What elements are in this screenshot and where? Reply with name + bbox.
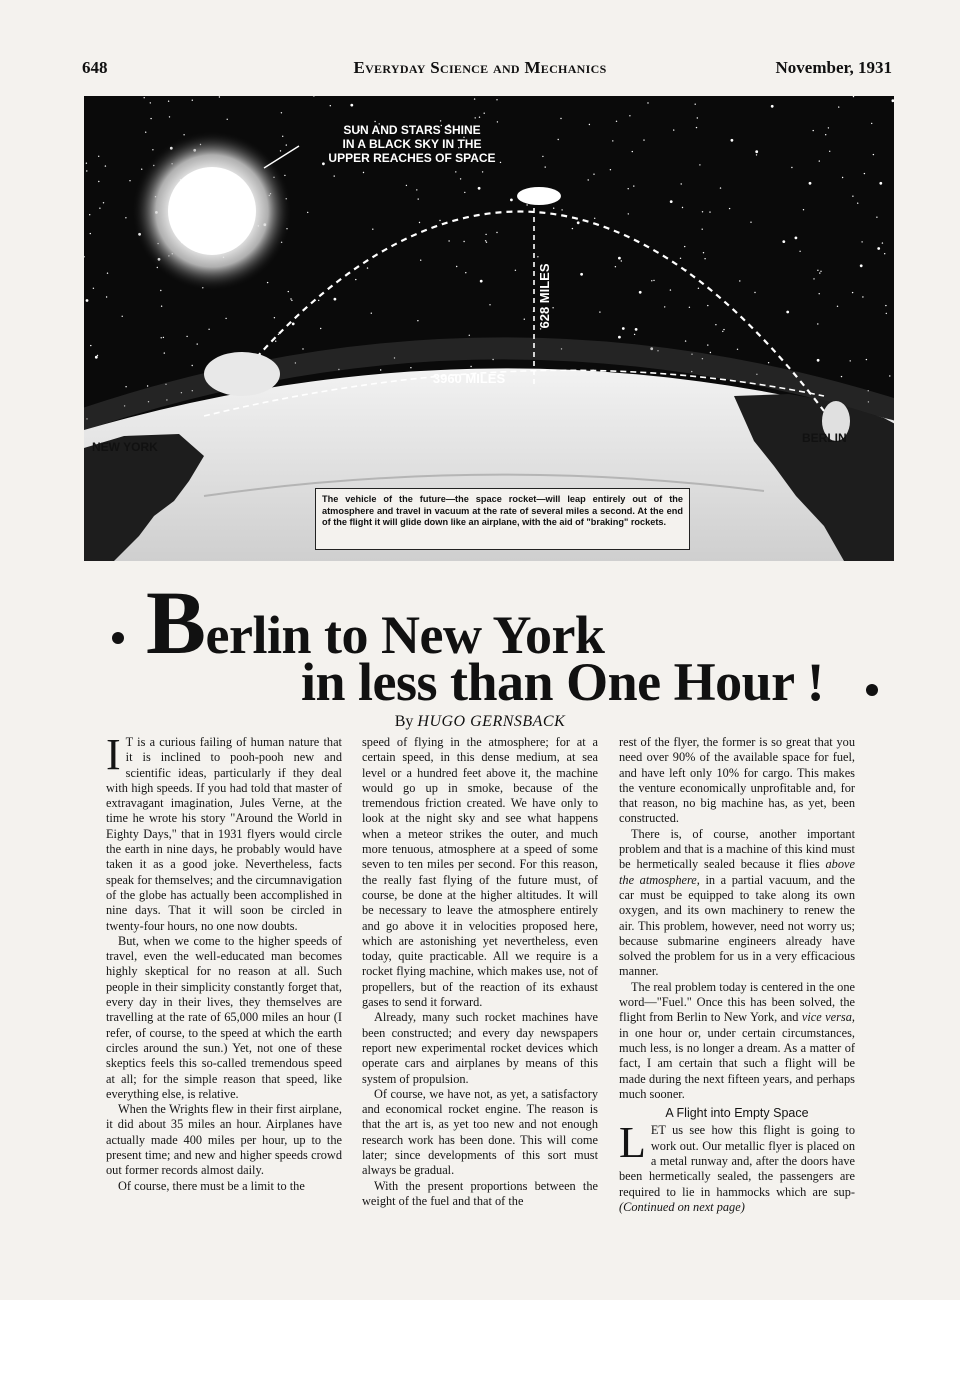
paragraph: The real problem today is centered in the one word—"Fuel." Once this has been solved, the flight from Berlin to New York, and vice versa, in one hour or, under certain circumstances, much less, is no longer a dream. As a matter of fact, I am certain that such a flight will be made during the next fifteen years, and perhaps much sooner. [619,979,855,1101]
star [161,337,162,338]
author-name: HUGO GERNSBACK [417,713,566,730]
star [599,311,600,312]
star [696,127,697,128]
star [852,292,853,293]
star [819,272,820,273]
star [515,270,516,271]
star [756,154,757,155]
star [886,313,887,314]
star [618,336,621,339]
star [873,154,874,155]
star [723,329,724,330]
star [150,118,151,119]
star [160,290,161,291]
star [169,116,170,117]
star [161,306,162,307]
star [456,266,457,267]
star [803,209,804,210]
article-title-line2: in less than One Hour ! [301,652,825,712]
star [651,280,652,281]
star [589,124,590,125]
paragraph: I T is a curious failing of human nature that it is inclined to pooh-pooh new and scientific ideas, particularly if they deal with high speeds. If you had told that master of extravagant imagination, Jules Verne, at the time he wrote his story "Around the World in Eighty Days," that in 1931 flyers would circle the earth in nine days, he probably would have taken it as a good joke. Nevertheless, facts speak for themselves; and the circumnavigation of the globe has actually been accomplished in nine days. That it will soon be circled in twenty-four hours, no one now doubts. [106,735,342,933]
continued-note: (Continued on next page) [619,1199,745,1214]
star [95,356,98,359]
star [542,156,543,157]
star [363,172,364,173]
star [208,329,209,330]
star [553,208,554,209]
altitude-label: 628 MILES [537,263,552,329]
star [817,359,820,362]
star [622,327,625,330]
star [418,198,419,199]
star [460,178,461,179]
star [455,171,456,172]
star [635,328,638,331]
star [292,323,295,326]
star [86,299,89,302]
drop-cap: I [106,735,121,779]
star [122,316,123,317]
star [286,144,287,145]
star [882,242,883,243]
star [681,183,682,184]
star [862,296,863,297]
star [628,213,629,214]
star [320,328,321,329]
star [817,270,818,271]
star [144,97,145,98]
star [474,98,475,99]
star [771,105,774,108]
star [281,112,282,113]
star [192,365,193,366]
star [685,340,686,341]
text-column-3 [619,735,855,1261]
star [420,260,421,261]
star [720,187,721,188]
star [410,367,411,368]
star [710,352,711,353]
paragraph: There is, of course, another important problem and that is a machine of this kind must be hermetically sealed because it flies above the atmosphere, in a partial vacuum, and the car must be equipped to take along its own oxygen, and its own machinery to renew the air. This problem, however, need not worry us; because submarine engineers already have solved the problem for us in a very efficacious manner. [619,826,855,979]
star [768,362,769,363]
star [482,171,483,172]
star [799,251,800,252]
star [419,222,420,223]
star [809,182,812,185]
star [819,160,820,161]
star [813,130,814,131]
star [380,369,381,370]
star [558,139,559,140]
star [819,293,820,294]
star [871,123,872,124]
star [629,115,630,116]
text-column-1 [106,735,342,1261]
star [697,117,698,118]
star [866,359,867,360]
star [632,151,633,152]
star [524,319,525,320]
star [791,167,792,168]
star [440,120,441,121]
star [864,173,865,174]
star [288,291,289,292]
star [475,117,476,118]
star [695,104,696,105]
star [621,260,622,261]
star [860,264,863,267]
star [152,149,153,150]
star [330,105,331,106]
star [754,292,755,293]
star [290,298,291,299]
star [479,117,480,118]
star [837,306,838,307]
star [227,119,228,120]
star [372,229,373,230]
star [670,289,671,290]
paragraph: When the Wrights flew in their first airplane, it did about 35 miles an hour. Airplanes have actually made 400 miles per hour, up to the present time; and new and higher speeds crowd out former records almost daily. [106,1102,342,1178]
star [795,237,798,240]
star [147,385,148,386]
star [125,217,126,218]
star [782,240,785,243]
star [612,140,613,141]
star [291,300,292,301]
star [560,118,561,119]
star [689,307,690,308]
star [838,106,839,107]
rocket [517,187,561,205]
star [879,182,882,185]
sun-disc [168,167,256,255]
star [731,139,734,142]
star [877,247,880,250]
star [282,136,283,137]
star [786,311,789,314]
star [278,334,279,335]
star [406,185,407,186]
star [545,166,546,167]
star [739,280,740,281]
star [274,317,275,318]
star [90,233,91,234]
star [876,217,877,218]
star [841,376,842,377]
star [580,273,583,276]
star [615,266,616,267]
star [478,187,481,190]
star [829,151,830,152]
star [489,304,490,305]
star [334,298,337,301]
star [755,150,758,153]
star [828,127,829,128]
star [664,306,665,307]
star [670,200,673,203]
star [89,214,90,215]
star [737,349,738,350]
star [183,134,184,135]
city-berlin: BERLIN [802,431,847,445]
star [371,313,372,314]
star [105,165,106,166]
star [103,202,104,203]
title-initial: B [146,574,206,673]
star [825,134,826,135]
star [561,209,562,210]
byline-prefix: By [394,713,414,730]
issue-date: November, 1931 [775,58,892,77]
star [885,305,886,306]
star [699,164,700,165]
star [616,121,617,122]
star [219,96,220,97]
star [673,129,674,130]
star [852,196,853,197]
star [750,222,751,223]
star [526,204,527,205]
star [653,280,654,281]
star [709,211,710,212]
title-bullet-right [866,684,878,696]
paragraph: Of course, we have not, as yet, a satisfactory and economical rocket engine. The reason is that the art is, as yet too new and not enough research work has been done. This will come later; since developments of this sort must always be gradual. [362,1086,598,1178]
star [884,253,885,254]
star [497,121,498,122]
star [164,352,165,353]
star [857,203,858,204]
star [86,163,87,164]
star [486,242,487,243]
star [684,246,685,247]
sky-label-line1: SUN AND STARS SHINE [343,123,481,137]
star [107,273,108,274]
star [90,345,91,346]
star [485,234,486,235]
star [448,240,449,241]
star [275,341,276,342]
sky-label-line2: IN A BLACK SKY IN THE [342,137,482,151]
star [307,212,308,213]
star [125,386,126,387]
star [715,324,716,325]
star [480,280,483,283]
paragraph: Of course, there must be a limit to the [118,1178,305,1193]
star [702,211,703,212]
star [634,334,635,335]
star [729,208,730,209]
star [280,150,281,151]
star [537,256,538,257]
star [496,99,497,100]
page-number: 648 [82,58,108,77]
star [463,241,464,242]
star [334,175,335,176]
subheading: A Flight into Empty Space [665,1106,809,1121]
title-bullet-left [112,632,124,644]
star [500,162,501,163]
star [593,174,594,175]
star [168,101,169,102]
star [610,169,611,170]
paragraph: With the present proportions between the weight of the fuel and that of the [362,1178,598,1208]
star [106,296,107,297]
star [99,208,100,209]
illustration-caption: The vehicle of the future—the space rocket—will leap entirely out of the atmosphere and travel in vacuum at the rate of several miles a second. At the end of the flight it will glide down like an airplane, with the aid of "braking" rockets. [315,488,690,550]
star [703,252,704,253]
star [163,337,164,338]
star [302,348,303,349]
star [707,305,708,306]
star [820,271,821,272]
star [145,132,146,133]
paragraph: Already, many such rocket machines have been constructed; and every day newspapers report new experimental rocket devices which operate cars and airplanes by means of this system of propulsion. [362,1010,598,1086]
star [322,162,325,165]
star [86,170,87,171]
star [129,180,130,181]
star [469,335,470,336]
star [577,221,580,224]
star [465,272,466,273]
star [484,113,485,114]
paragraph: LET us see how this flight is going to work out. Our metallic flyer is placed on a metal runway and, after the doors have been hermetically sealed, the passengers are required to lie in hammocks which are sup- (Continued on next page) [619,1118,855,1214]
star [628,188,629,189]
star [707,344,708,345]
star [639,291,642,294]
star [647,102,648,103]
star [496,232,497,233]
star [267,282,268,283]
star [367,267,368,268]
star [842,177,843,178]
star [416,189,417,190]
star [350,104,353,107]
star [633,185,634,186]
star [197,343,198,344]
text-column-2 [362,735,598,1261]
star [98,181,99,182]
star [284,175,285,176]
star [464,192,465,193]
star [680,258,681,259]
title-line1-text: erlin to New York [205,605,605,665]
star [643,139,644,140]
star [704,258,705,259]
star [552,307,553,308]
magazine-title: Everyday Science and Mechanics [353,58,607,77]
city-new-york: NEW YORK [92,440,158,454]
byline [0,713,960,731]
star [594,218,595,219]
paragraph: rest of the flyer, the former is so great that you need over 90% of the available space for fuel, and have left only 10% for cargo. This makes the venture economically unprofitable and, for that reason, no big machine has, as yet, been constructed. [619,735,855,826]
star [98,156,99,157]
star [813,278,814,279]
star [817,323,818,324]
star [192,100,193,101]
star [374,121,375,122]
star [698,288,699,289]
star [417,320,418,321]
landing-cloud [204,352,280,396]
paragraph: But, when we come to the higher speeds of travel, even the well-educated man becomes highly skeptical for no reason at all. Such people in their simplicity constantly forget that, every day in their lives, they themselves are travelling at the rate of 65,000 miles an hour (I refer, of course, to the speed at which the earth circles around the sun.) Yet, not one of these skeptics feels this so-called tremendous speed at all; for the simple reason that speed, like everything else, is relative. [106,933,342,1101]
star [485,240,486,241]
star [470,366,471,367]
star [572,228,573,229]
star [186,336,187,337]
star [588,179,589,180]
star [97,355,98,356]
star [439,220,440,221]
drop-cap: L [619,1118,646,1168]
star [861,241,862,242]
star [682,207,683,208]
distance-label: 3960 MILES [432,371,506,386]
star [93,288,94,289]
star [141,169,142,170]
star [618,257,621,260]
sky-label-line3: UPPER REACHES OF SPACE [328,151,496,165]
star [722,331,723,332]
star [225,318,226,319]
star [318,300,319,301]
star [510,199,513,202]
paragraph: speed of flying in the atmosphere; for at a certain speed, in this dense medium, at sea level or a hundred feet above it, the machine would go up in smoke, because of the tremendous friction created. We have only to look at the night sky and see what happens when a meteor strikes the outer, and much more tenuous, atmosphere at a speed of some seven to ten miles per second. For this reason, the really fast flying of the future must, of course, be done at the higher altitudes. It will be necessary to leave the atmosphere entirely and go above it in velocities proposed here, which are astonishing yet nevertheless, even today, quite practicable. All we require is a rocket flying machine, which makes use, not of propellers, but of the reaction of its exhaust gases to send it forward. [362,735,598,1010]
star [850,360,851,361]
star [889,375,890,376]
star [150,102,151,103]
star [702,229,703,230]
star [355,279,356,280]
